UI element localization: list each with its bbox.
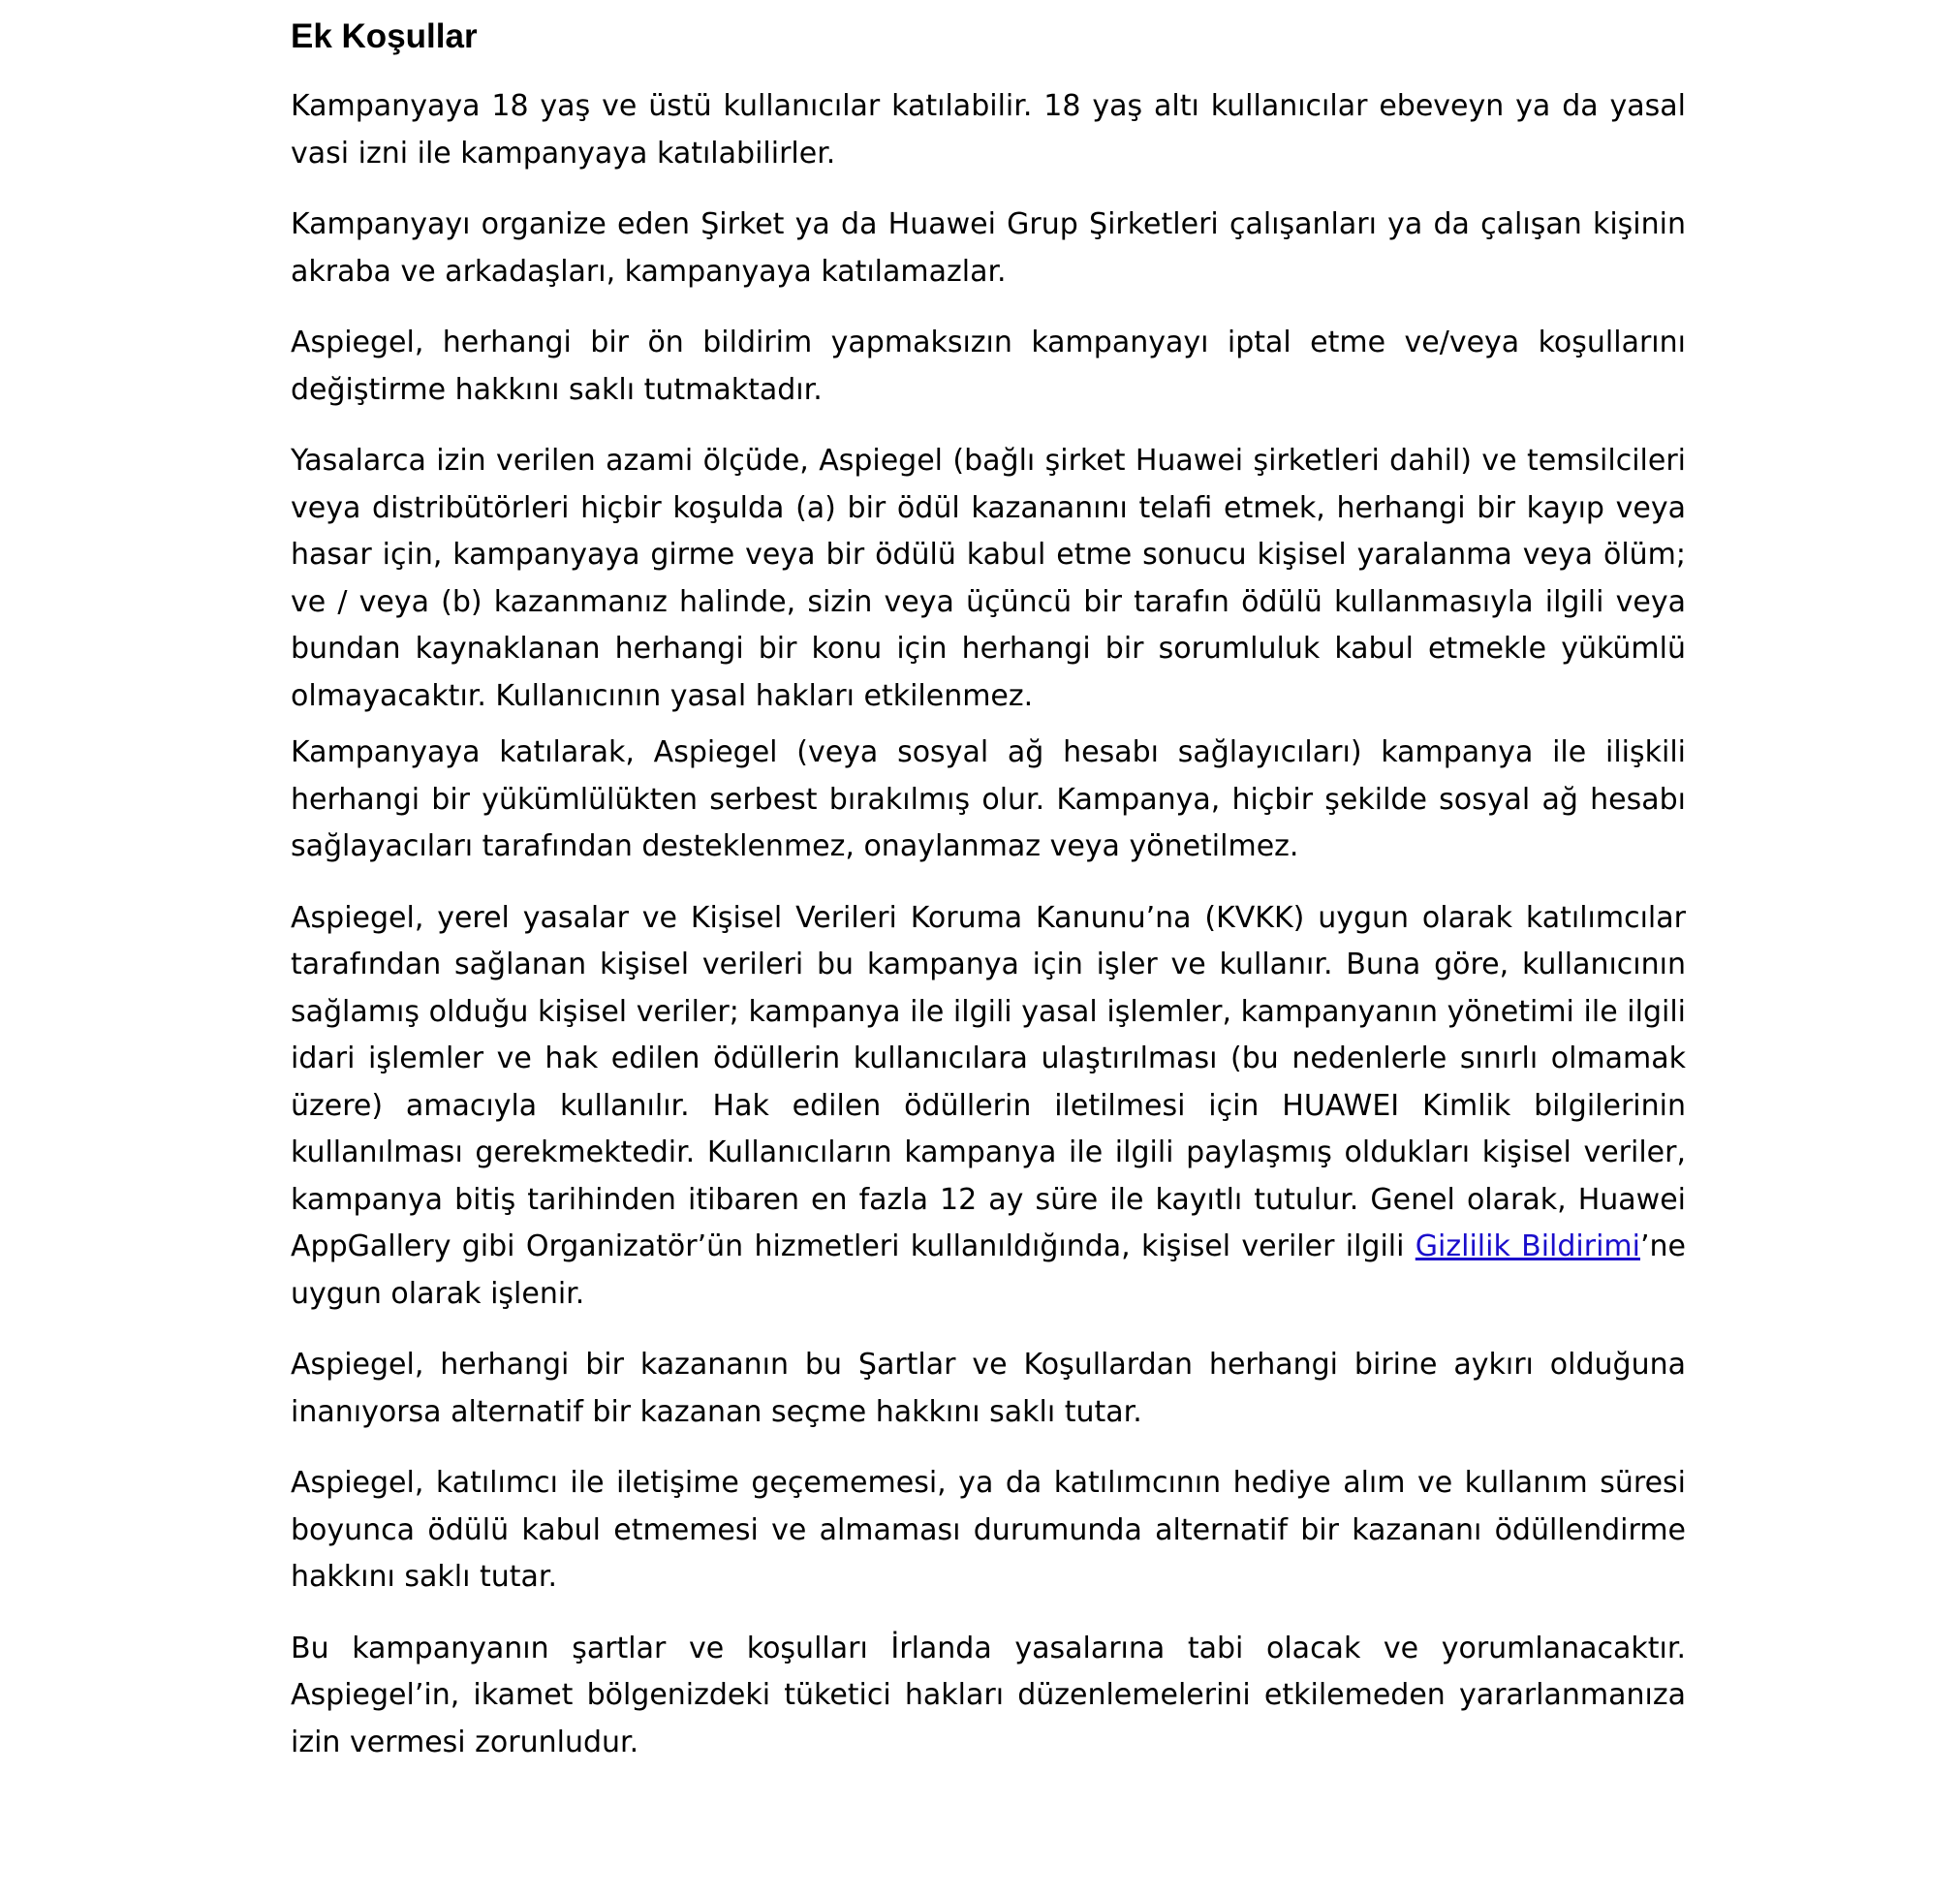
paragraph-contact-failure: Aspiegel, katılımcı ile iletişime geçememesi, ya da katılımcının hediye alım ve kullanım süresi boyunca ödülü kabul etmemesi ve almaması durumunda alternatif bir kazananı ödüllendirme hakkını saklı tutar. bbox=[291, 1466, 1686, 1594]
paragraph-social-network-release: Kampanyaya katılarak, Aspiegel (veya sosyal ağ hesabı sağlayıcıları) kampanya ile ilişkili herhangi bir yükümlülükten serbest bırakılmış olur. Kampanya, hiçbir şekilde sosyal ağ hesabı sağlayacıları tarafından desteklenmez, onaylanmaz veya yönetilmez. bbox=[291, 735, 1686, 863]
paragraph-alternative-winner: Aspiegel, herhangi bir kazananın bu Şartlar ve Koşullardan herhangi birine aykırı olduğuna inanıyorsa alternatif bir kazanan seçme hakkını saklı tutar. bbox=[291, 1348, 1686, 1429]
personal-data-text-end: ’ne uygun olarak işlenir. bbox=[291, 1229, 1687, 1311]
paragraph-employee-exclusion: Kampanyayı organize eden Şirket ya da Huawei Grup Şirketleri çalışanları ya da çalışan kişinin akraba ve arkadaşları, kampanyaya katılamazlar. bbox=[291, 207, 1686, 289]
paragraph-governing-law: Bu kampanyanın şartlar ve koşulları İrlanda yasalarına tabi olacak ve yorumlanacaktır. Aspiegel’in, ikamet bölgenizdeki tüketici hakları düzenlemelerini etkilemeden yararlanmanıza izin vermesi zorunludur. bbox=[291, 1631, 1686, 1759]
paragraph-liability: Yasalarca izin verilen azami ölçüde, Aspiegel (bağlı şirket Huawei şirketleri dahil) ve temsilcileri veya distribütörleri hiçbir koşulda (a) bir ödül kazananını telafi etmek, herhangi bir kayıp veya hasar için, kampanyaya girme veya bir ödülü kabul etme sonucu kişisel yaralanma veya ölüm; ve / veya (b) kazanmanız halinde, sizin veya üçüncü bir tarafın ödülü kullanmasıyla ilgili veya bundan kaynaklanan herhangi bir konu için herhangi bir sorumluluk kabul etmekle yükümlü olmayacaktır. Kullanıcının yasal hakları etkilenmez. bbox=[291, 444, 1686, 713]
document-page bbox=[291, 14, 1686, 1790]
paragraph-cancellation-right: Aspiegel, herhangi bir ön bildirim yapmaksızın kampanyayı iptal etme ve/veya koşullarını değiştirme hakkını saklı tutmaktadır. bbox=[291, 326, 1686, 407]
paragraph-age-requirement: Kampanyaya 18 yaş ve üstü kullanıcılar katılabilir. 18 yaş altı kullanıcılar ebeveyn ya da yasal vasi izni ile kampanyaya katılabilirler. bbox=[291, 89, 1686, 171]
paragraph-personal-data bbox=[291, 895, 1686, 1319]
personal-data-text: Aspiegel, yerel yasalar ve Kişisel Verileri Koruma Kanunu’na (KVKK) uygun olarak katılımcılar tarafından sağlanan kişisel verileri bu kampanya için işler ve kullanır. Buna göre, kullanıcının sağlamış olduğu kişisel veriler; kampanya ile ilgili yasal işlemler, kampanyanın yönetimi ile ilgili idari işlemler ve hak edilen ödüllerin kullanıcılara ulaştırılması (bu nedenlerle sınırlı olmamak üzere) amacıyla kullanılır. Hak edilen ödüllerin iletilmesi için HUAWEI Kimlik bilgilerinin kullanılması gerekmektedir. Kullanıcıların kampanya ile ilgili paylaşmış oldukları kişisel veriler, kampanya bitiş tarihinden itibaren en fazla 12 ay süre ile kayıtlı tutulur. Genel olarak, Huawei AppGallery gibi Organizatör’ün hizmetleri kullanıldığında, kişisel veriler ilgili bbox=[291, 900, 1686, 1263]
document-title: Ek Koşullar bbox=[291, 17, 478, 55]
privacy-notice-link[interactable]: Gizlilik Bildirimi bbox=[1415, 1229, 1640, 1263]
